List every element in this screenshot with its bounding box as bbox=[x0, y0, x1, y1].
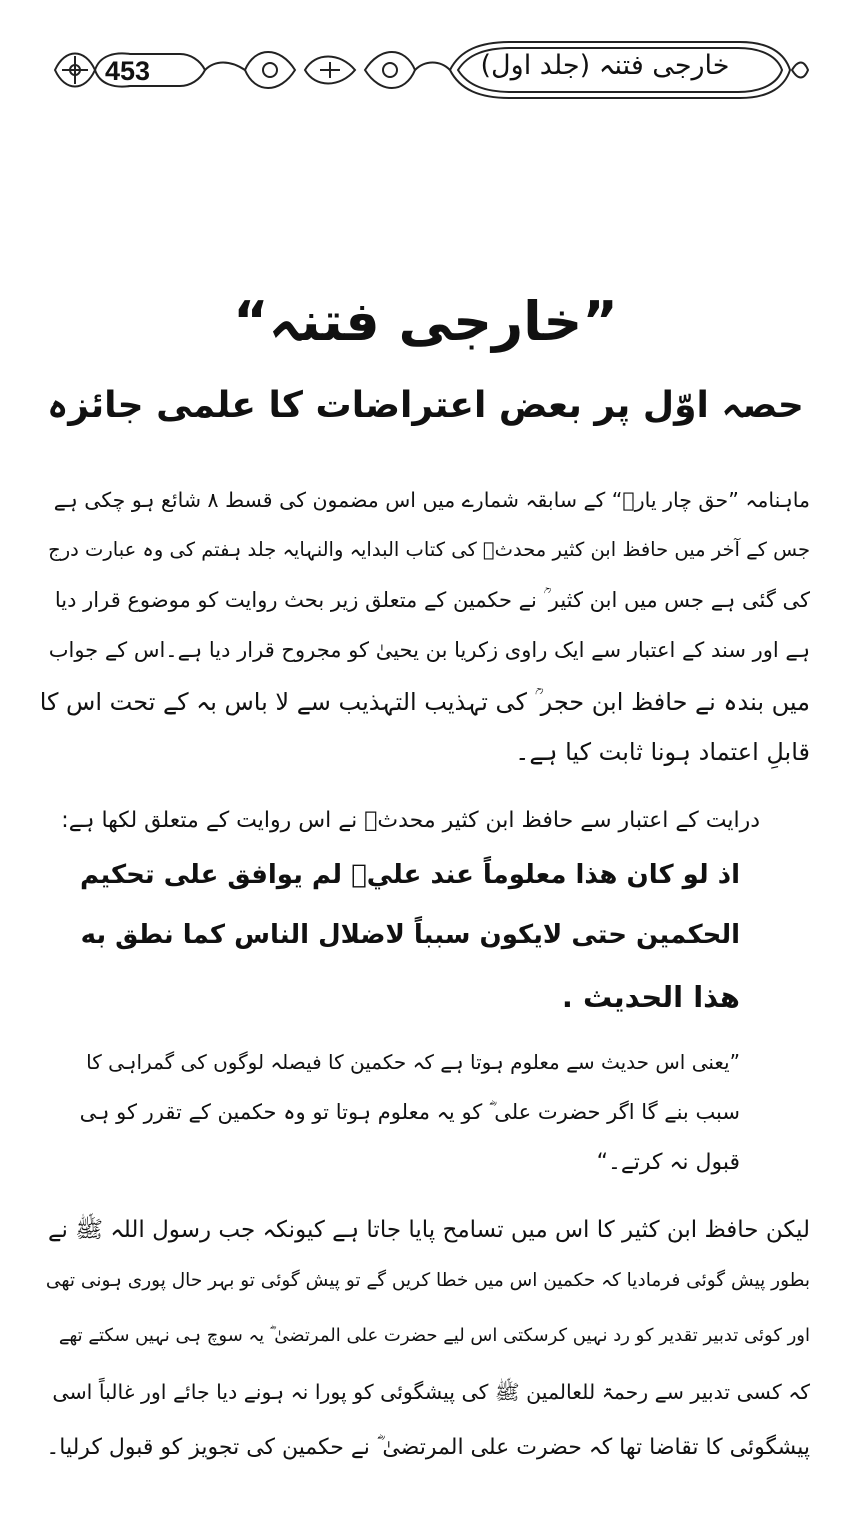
chapter-title: ”خارجی فتنہ“ bbox=[233, 290, 618, 353]
paragraph-line: ماہنامہ ”حق چار یارؓ“ کے سابقہ شمارے میں اس مضمون کی قسط ۸ شائع ہو چکی ہے bbox=[53, 488, 810, 512]
paragraph-line: کی گئی ہے جس میں ابن کثیر ؒ نے حکمین کے متعلق زیر بحث روایت کو موضوع قرار دیا bbox=[54, 588, 810, 612]
paragraph-line: درایت کے اعتبار سے حافظ ابن کثیر محدثؒ نے اس روایت کے متعلق لکھا ہے: bbox=[61, 808, 760, 833]
paragraph-line: قابلِ اعتماد ہونا ثابت کیا ہے۔ bbox=[515, 738, 810, 766]
translation-line: سبب بنے گا اگر حضرت علی ؓ کو یہ معلوم ہوتا تو وہ حکمین کے تقرر کو ہی bbox=[79, 1100, 740, 1124]
translation-line: ”یعنی اس حدیث سے معلوم ہوتا ہے کہ حکمین کا فیصلہ لوگوں کی گمراہی کا bbox=[86, 1050, 740, 1074]
paragraph-line: ہے اور سند کے اعتبار سے ایک راوی زکریا بن یحییٰ کو مجروح قرار دیا ہے۔اس کے جواب bbox=[48, 638, 810, 662]
paragraph-line: جس کے آخر میں حافظ ابن کثیر محدثؒ کی کتاب البدایہ والنہایہ جلد ہفتم کی وہ عبارت درج bbox=[48, 538, 810, 561]
paragraph-line: کہ کسی تدبیر سے رحمۃ للعالمین ﷺ کی پیشگوئی کو پورا نہ ہونے دیا جائے اور غالباً اسی bbox=[52, 1380, 810, 1404]
paragraph-line: بطور پیش گوئی فرمادیا کہ حکمین اس میں خطا کریں گے تو پیش گوئی تو بہر حال پوری ہونی تھی bbox=[45, 1270, 810, 1291]
running-title: خارجی فتنہ (جلد اول) bbox=[480, 50, 730, 81]
arabic-quote bbox=[80, 860, 740, 1040]
translation-line: قبول نہ کرتے۔“ bbox=[596, 1150, 740, 1175]
quote-line: هذا الحديث . bbox=[561, 980, 740, 1014]
paragraph-3 bbox=[40, 1215, 810, 1495]
chapter-subtitle: حصہ اوّل پر بعض اعتراضات کا علمی جائزہ bbox=[47, 385, 804, 426]
page-number: 453 bbox=[105, 56, 151, 86]
paragraph-line: لیکن حافظ ابن کثیر کا اس میں تسامح پایا جاتا ہے کیونکہ جب رسول اللہ ﷺ نے bbox=[48, 1217, 810, 1243]
quote-line: الحكمين حتى لايكون سبباً لاضلال الناس كما نطق به bbox=[80, 920, 740, 950]
quote-line: اذ لو كان هذا معلوماً عند عليؓ لم يوافق على تحكيم bbox=[80, 860, 740, 890]
paragraph-line: اور کوئی تدبیر تقدیر کو رد نہیں کرسکتی اس لیے حضرت علی المرتضیٰ ؓ یہ سوچ ہی نہیں سکتے تھے bbox=[58, 1325, 810, 1346]
translation-block bbox=[80, 1050, 740, 1210]
paragraph-1 bbox=[40, 488, 810, 788]
paragraph-line: میں بندہ نے حافظ ابن حجر ؒ کی تہذیب التہذیب سے لا باس بہ کے تحت اس کا bbox=[39, 688, 810, 716]
paragraph-line: پیشگوئی کا تقاضا تھا کہ حضرت علی المرتضیٰ ؓ نے حکمین کی تجویز کو قبول کرلیا۔ bbox=[46, 1435, 810, 1460]
paragraph-2 bbox=[40, 808, 760, 848]
